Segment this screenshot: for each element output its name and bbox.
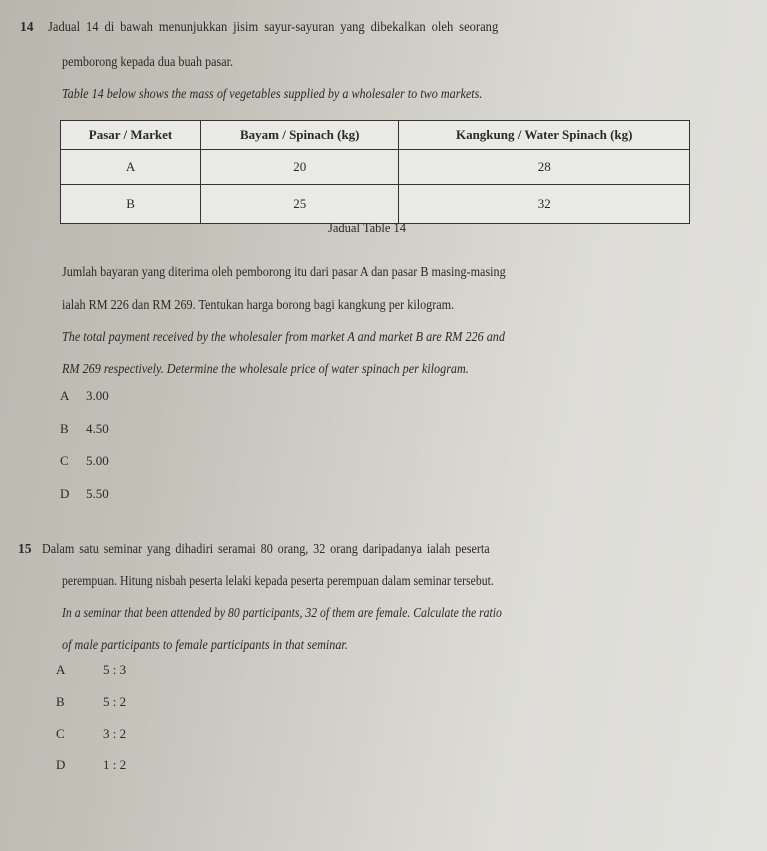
question-text-malay: pemborong kepada dua buah pasar. xyxy=(62,54,234,69)
question-text-english: RM 269 respectively. Determine the wholesale price of water spinach per kilogram. xyxy=(62,361,469,376)
option-label: C xyxy=(60,453,69,468)
table-caption: Jadual Table 14 xyxy=(328,221,407,235)
option-value: 4.50 xyxy=(86,421,109,436)
table-header: Pasar / Market xyxy=(61,121,201,150)
table-cell: 28 xyxy=(399,150,690,185)
vegetable-mass-table xyxy=(60,120,690,224)
option-value: 5 : 2 xyxy=(103,694,127,709)
table-header: Bayam / Spinach (kg) xyxy=(201,121,399,150)
table-header: Kangkung / Water Spinach (kg) xyxy=(399,121,690,150)
option-value: 5 : 3 xyxy=(103,662,127,677)
option-label: D xyxy=(60,486,70,501)
option-value: 5.00 xyxy=(86,453,109,468)
table-cell: 25 xyxy=(201,185,399,224)
option-value: 1 : 2 xyxy=(103,757,127,772)
option-label: A xyxy=(56,662,66,677)
table-row xyxy=(61,185,690,224)
option-label: D xyxy=(56,757,66,772)
option-value: 5.50 xyxy=(86,486,109,501)
question-text-malay: perempuan. Hitung nisbah peserta lelaki kepada peserta perempuan dalam seminar tersebut. xyxy=(62,573,494,588)
question-text-malay: Dalam satu seminar yang dihadiri seramai 80 orang, 32 orang daripadanya ialah peserta xyxy=(42,541,490,556)
question-text-malay: ialah RM 226 dan RM 269. Tentukan harga borong bagi kangkung per kilogram. xyxy=(62,297,455,312)
table-cell: 32 xyxy=(399,185,690,224)
question-text-english: The total payment received by the wholesaler from market A and market B are RM 226 and xyxy=(62,329,505,344)
question-text-english: Table 14 below shows the mass of vegetables supplied by a wholesaler to two markets. xyxy=(62,86,483,101)
option-value: 3 : 2 xyxy=(103,726,127,741)
option-label: B xyxy=(60,421,69,436)
question-text-english: of male participants to female participants in that seminar. xyxy=(62,637,348,652)
option-value: 3.00 xyxy=(86,388,109,403)
question-text-english: In a seminar that been attended by 80 participants, 32 of them are female. Calculate the ratio xyxy=(62,605,502,620)
question-text-malay: Jumlah bayaran yang diterima oleh pemborong itu dari pasar A dan pasar B masing-masing xyxy=(62,264,506,279)
question-number: 15 xyxy=(18,541,32,556)
question-text-malay: Jadual 14 di bawah menunjukkan jisim sayur-sayuran yang dibekalkan oleh seorang xyxy=(48,19,499,34)
option-label: B xyxy=(56,694,65,709)
question-number: 14 xyxy=(20,19,34,34)
table-cell: B xyxy=(61,185,201,224)
option-label: A xyxy=(60,388,70,403)
table-cell: A xyxy=(61,150,201,185)
option-label: C xyxy=(56,726,65,741)
table-cell: 20 xyxy=(201,150,399,185)
table-row xyxy=(61,150,690,185)
